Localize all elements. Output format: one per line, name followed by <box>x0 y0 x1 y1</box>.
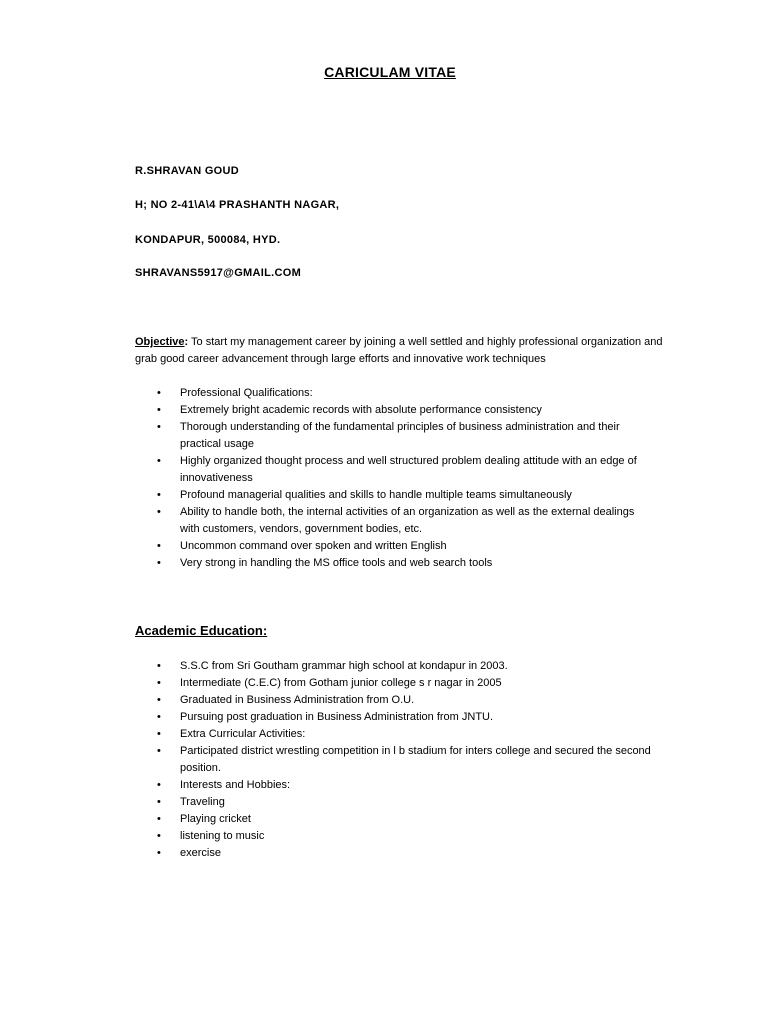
contact-address-line1: H; NO 2-41\A\4 PRASHANTH NAGAR, <box>135 199 340 211</box>
list-item-text: Professional Qualifications: <box>180 387 313 399</box>
objective-colon: : <box>184 336 189 348</box>
bullet-icon: • <box>157 506 161 518</box>
qualification-item <box>135 385 655 402</box>
education-item <box>135 845 655 862</box>
list-item-text: Graduated in Business Administration from O.U. <box>180 694 415 706</box>
list-item-text: Highly organized thought process and well structured problem dealing attitude with an edge of innovativeness <box>180 455 637 484</box>
list-item-text: listening to music <box>180 830 265 842</box>
bullet-icon: • <box>157 779 161 791</box>
education-item <box>135 794 655 811</box>
education-item <box>135 658 655 675</box>
education-heading-text: Academic Education <box>135 623 263 638</box>
bullet-icon: • <box>157 813 161 825</box>
list-item-text: Interests and Hobbies: <box>180 779 291 791</box>
qualifications-list <box>135 385 655 572</box>
contact-email: SHRAVANS5917@GMAIL.COM <box>135 267 302 279</box>
education-item <box>135 726 655 743</box>
bullet-icon: • <box>157 711 161 723</box>
objective-label: Objective <box>135 336 185 348</box>
list-item-text: Thorough understanding of the fundamental principles of business administration and their practical usage <box>180 421 620 450</box>
list-item-text: Ability to handle both, the internal activities of an organization as well as the external dealings with customers, vendors, government bodies, etc. <box>180 506 635 535</box>
list-item-text: Participated district wrestling competition in l b stadium for inters college and secured the second position. <box>180 745 651 774</box>
bullet-icon: • <box>157 489 161 501</box>
list-item-text: Pursuing post graduation in Business Administration from JNTU. <box>180 711 494 723</box>
bullet-icon: • <box>157 830 161 842</box>
list-item-text: exercise <box>180 847 221 859</box>
contact-name: R.SHRAVAN GOUD <box>135 165 240 177</box>
education-heading-colon: : <box>262 623 268 638</box>
bullet-icon: • <box>157 694 161 706</box>
education-item <box>135 709 655 726</box>
bullet-icon: • <box>157 404 161 416</box>
qualification-item <box>135 504 655 538</box>
bullet-icon: • <box>157 557 161 569</box>
bullet-icon: • <box>157 540 161 552</box>
bullet-icon: • <box>157 728 161 740</box>
qualification-item <box>135 487 655 504</box>
education-item <box>135 743 655 777</box>
education-list <box>135 658 655 862</box>
contact-address-line2: KONDAPUR, 500084, HYD. <box>135 234 281 246</box>
education-heading <box>135 623 267 638</box>
list-item-text: S.S.C from Sri Goutham grammar high school at kondapur in 2003. <box>180 660 508 672</box>
list-item-text: Uncommon command over spoken and written English <box>180 540 447 552</box>
list-item-text: Extra Curricular Activities: <box>180 728 306 740</box>
bullet-icon: • <box>157 387 161 399</box>
list-item-text: Profound managerial qualities and skills to handle multiple teams simultaneously <box>180 489 572 501</box>
bullet-icon: • <box>157 421 161 433</box>
qualification-item <box>135 402 655 419</box>
objective-text: To start my management career by joining a well settled and highly professional organization and grab good career advancement through large efforts and innovative work techniques <box>135 336 663 365</box>
bullet-icon: • <box>157 796 161 808</box>
list-item-text: Very strong in handling the MS office tools and web search tools <box>180 557 493 569</box>
bullet-icon: • <box>157 660 161 672</box>
education-item <box>135 777 655 794</box>
education-item <box>135 811 655 828</box>
education-item <box>135 828 655 845</box>
education-item <box>135 675 655 692</box>
bullet-icon: • <box>157 847 161 859</box>
objective-paragraph <box>135 334 665 368</box>
document-title: CARICULAM VITAE <box>324 64 456 80</box>
bullet-icon: • <box>157 677 161 689</box>
qualification-item <box>135 555 655 572</box>
list-item-text: Playing cricket <box>180 813 251 825</box>
education-item <box>135 692 655 709</box>
list-item-text: Intermediate (C.E.C) from Gotham junior college s r nagar in 2005 <box>180 677 502 689</box>
qualification-item <box>135 453 655 487</box>
bullet-icon: • <box>157 745 161 757</box>
qualification-item <box>135 538 655 555</box>
list-item-text: Traveling <box>180 796 225 808</box>
list-item-text: Extremely bright academic records with absolute performance consistency <box>180 404 542 416</box>
qualification-item <box>135 419 655 453</box>
bullet-icon: • <box>157 455 161 467</box>
